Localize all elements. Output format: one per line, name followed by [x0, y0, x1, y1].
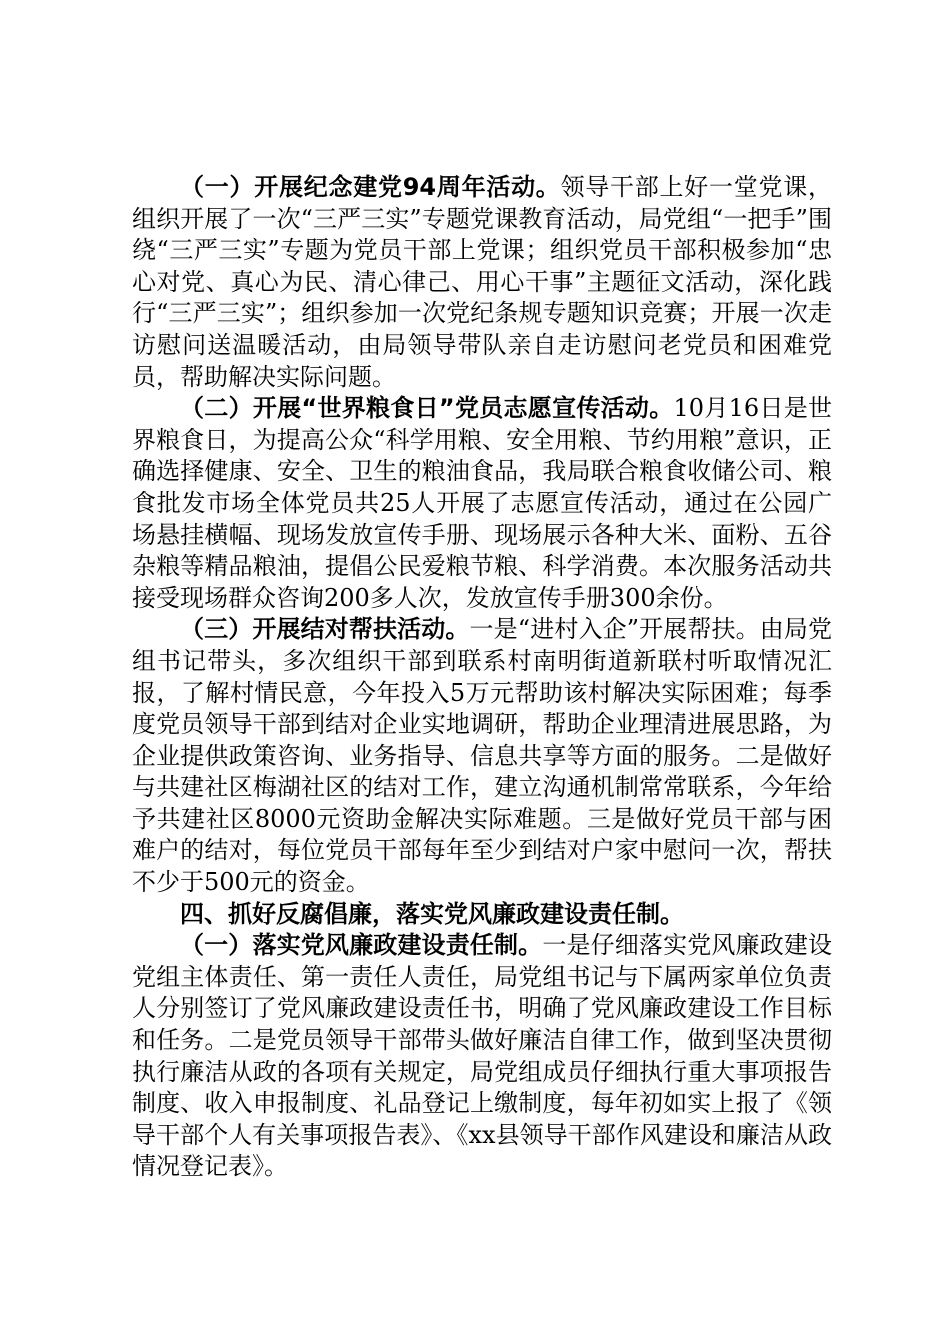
document-page — [132, 172, 832, 1183]
heading-section-four: 四、抓好反腐倡廉，落实党风廉政建设责任制。 — [180, 899, 684, 928]
heading-pairing-assistance: （三）开展结对帮扶活动。 — [180, 615, 470, 644]
paragraph-party-anniversary — [132, 172, 832, 393]
heading-responsibility-system: （一）落实党风廉政建设责任制。 — [180, 931, 543, 960]
paragraph-section-four — [132, 899, 832, 931]
paragraph-world-food-day — [132, 393, 832, 614]
body-responsibility-system: 一是仔细落实党风廉政建设党组主体责任、第一责任人责任，局党组书记与下属两家单位负责人分别签订了党风廉政建设责任书，明确了党风廉政建设工作目标和任务。二是党员领导干部带头做好廉洁自律工作，做到坚决贯彻执行廉洁从政的各项有关规定，局党组成员仔细执行重大事项报告制度、收入申报制度、礼品登记上缴制度，每年初如实上报了《领导干部个人有关事项报告表》、《xx县领导干部作风建设和廉洁从政情况登记表》。 — [132, 931, 833, 1181]
body-party-anniversary: 领导干部上好一堂党课，组织开展了一次“三严三实”专题党课教育活动，局党组“一把手”围绕“三严三实”专题为党员干部上党课；组织党员干部积极参加“忠心对党、真心为民、清心律己、用心干事”主题征文活动，深化践行“三严三实”；组织参加一次党纪条规专题知识竞赛；开展一次走访慰问送温暖活动，由局领导带队亲自走访慰问老党员和困难党员，帮助解决实际问题。 — [132, 173, 832, 391]
body-pairing-assistance: 一是“进村入企”开展帮扶。由局党组书记带头，多次组织干部到联系村南明街道新联村听取情况汇报，了解村情民意，今年投入5万元帮助该村解决实际困难；每季度党员领导干部到结对企业实地调研，帮助企业理清进展思路，为企业提供政策咨询、业务指导、信息共享等方面的服务。二是做好与共建社区梅湖社区的结对工作，建立沟通机制常常联系，今年给予共建社区8000元资助金解决实际难题。三是做好党员干部与困难户的结对，每位党员干部每年至少到结对户家中慰问一次，帮扶不少于500元的资金。 — [132, 615, 833, 897]
paragraph-responsibility-system — [132, 930, 832, 1183]
heading-party-anniversary: （一）开展纪念建党94周年活动。 — [180, 173, 561, 201]
paragraph-pairing-assistance — [132, 614, 832, 898]
heading-world-food-day: （二）开展“世界粮食日”党员志愿宣传活动。 — [180, 394, 674, 423]
body-world-food-day: 10月16日是世界粮食日，为提高公众“科学用粮、安全用粮、节约用粮”意识，正确选择健康、安全、卫生的粮油食品，我局联合粮食收储公司、粮食批发市场全体党员共25人开展了志愿宣传活动，通过在公园广场悬挂横幅、现场发放宣传手册、现场展示各种大米、面粉、五谷杂粮等精品粮油，提倡公民爱粮节粮、科学消费。本次服务活动共接受现场群众咨询200多人次，发放宣传手册300余份。 — [132, 394, 833, 612]
